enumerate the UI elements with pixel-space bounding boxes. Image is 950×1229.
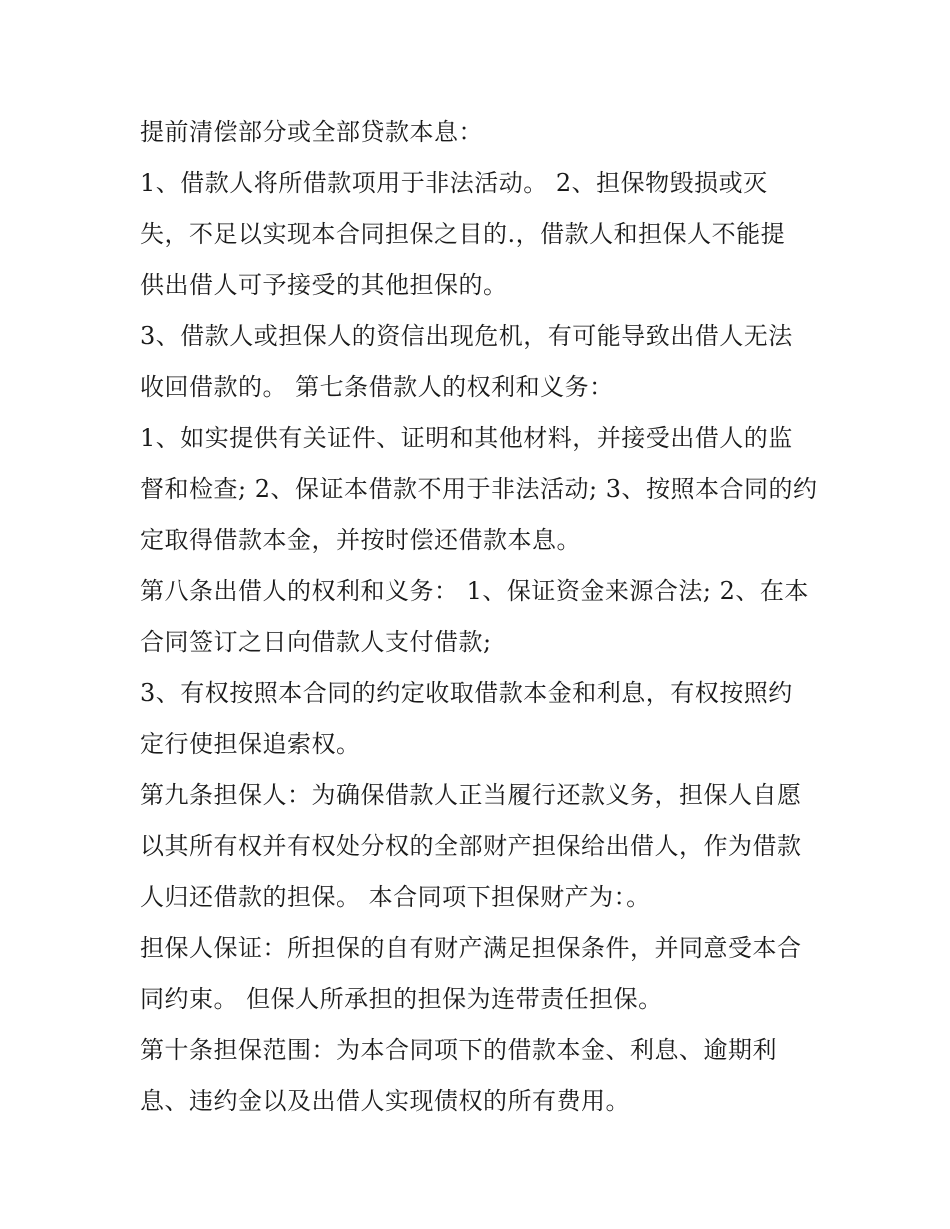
- text-line: 1、借款人将所借款项用于非法活动。 2、担保物毁损或灭: [140, 169, 768, 197]
- text-line: 3、有权按照本合同的约定收取借款本金和利息，有权按照约: [140, 679, 793, 707]
- text-line: 供出借人可予接受的其他担保的。: [140, 271, 508, 299]
- text-line: 定取得借款本金，并按时偿还借款本息。: [140, 526, 581, 554]
- text-line: 第九条担保人：为确保借款人正当履行还款义务，担保人自愿: [140, 781, 802, 809]
- document-body: [140, 107, 820, 1127]
- text-line: 息、违约金以及出借人实现债权的所有费用。: [140, 1087, 630, 1115]
- text-line: 第十条担保范围：为本合同项下的借款本金、利息、逾期利: [140, 1036, 777, 1064]
- text-line: 1、如实提供有关证件、证明和其他材料，并接受出借人的监: [140, 424, 793, 452]
- text-line: 第八条出借人的权利和义务： 1、保证资金来源合法; 2、在本: [140, 577, 809, 605]
- text-line: 3、借款人或担保人的资信出现危机，有可能导致出借人无法: [140, 322, 793, 350]
- text-line: 担保人保证：所担保的自有财产满足担保条件，并同意受本合: [140, 934, 802, 962]
- text-line: 提前清偿部分或全部贷款本息：: [140, 118, 483, 146]
- text-line: 定行使担保追索权。: [140, 730, 361, 758]
- text-line: 失，不足以实现本合同担保之目的.，借款人和担保人不能提: [140, 220, 786, 248]
- text-line: 同约束。 但保人所承担的担保为连带责任担保。: [140, 985, 663, 1013]
- text-line: 人归还借款的担保。 本合同项下担保财产为：。: [140, 883, 651, 911]
- text-line: 督和检查; 2、保证本借款不用于非法活动; 3、按照本合同的约: [140, 475, 818, 503]
- text-line: 合同签订之日向借款人支付借款;: [140, 628, 492, 656]
- text-line: 以其所有权并有权处分权的全部财产担保给出借人，作为借款: [140, 832, 802, 860]
- text-line: 收回借款的。 第七条借款人的权利和义务：: [140, 373, 614, 401]
